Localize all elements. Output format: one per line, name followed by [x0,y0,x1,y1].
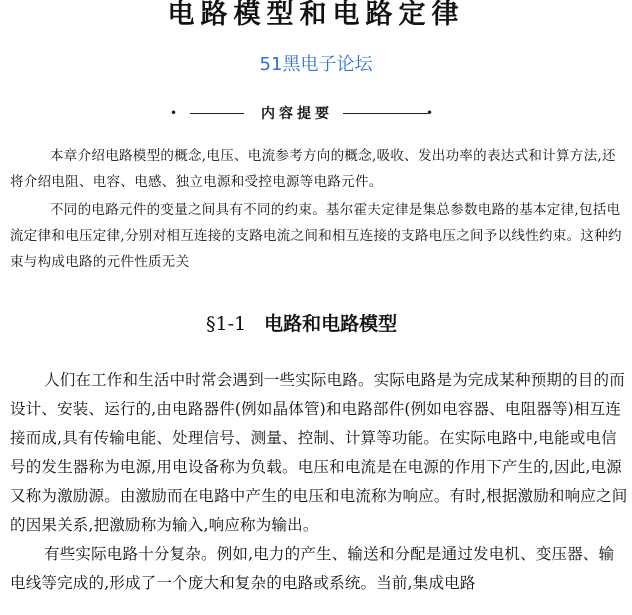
summary-block [10,143,628,275]
summary-heading-bar [170,103,432,125]
summary-heading: 内容提要 [261,106,333,122]
body-text [10,366,630,598]
section-heading [206,309,397,339]
forum-watermark: 51黑电子论坛 [259,54,373,75]
section-number: §1-1 [206,313,247,335]
summary-paragraph: 本章介绍电路模型的概念,电压、电流参考方向的概念,吸收、发出功率的表达式和计算方法,还将介绍电阻、电容、电感、独立电源和受控电源等电路元件。 [10,148,616,190]
summary-paragraph: 不同的电路元件的变量之间具有不同的约束。基尔霍夫定律是集总参数电路的基本定律,包括电流定律和电压定律,分别对相互连接的支路电流之间和相互连接的支路电压之间予以线性约束。这种约束与构成电路的元件性质无关 [10,202,622,270]
section-title: 电路和电路模型 [264,313,398,335]
body-paragraph: 有些实际电路十分复杂。例如,电力的产生、输送和分配是通过发电机、变压器、输电线等完成的,形成了一个庞大和复杂的电路或系统。当前,集成电路 [10,545,615,592]
bullet-dot-icon: • [170,106,178,120]
body-paragraph: 人们在工作和生活中时常会遇到一些实际电路。实际电路是为完成某种预期的目的而设计、安装、运行的,由电路器件(例如晶体管)和电路部件(例如电容器、电阻器等)相互连接而成,具有传输电能、处理信号、测量、控制、计算等功能。在实际电路中,电能或电信号的发生器称为电源,用电设备称为负载。电压和电流是在电源的作用下产生的,因此,电源又称为激励源。由激励而在电路中产生的电压和电流称为响应。有时,根据激励和响应之间的因果关系,把激励称为输入,响应称为输出。 [10,371,628,534]
bullet-dot-icon: • [426,106,434,120]
chapter-title: 电路模型和电路定律 [167,0,465,30]
heading-rule-right [343,113,428,114]
heading-rule-left [190,113,244,114]
